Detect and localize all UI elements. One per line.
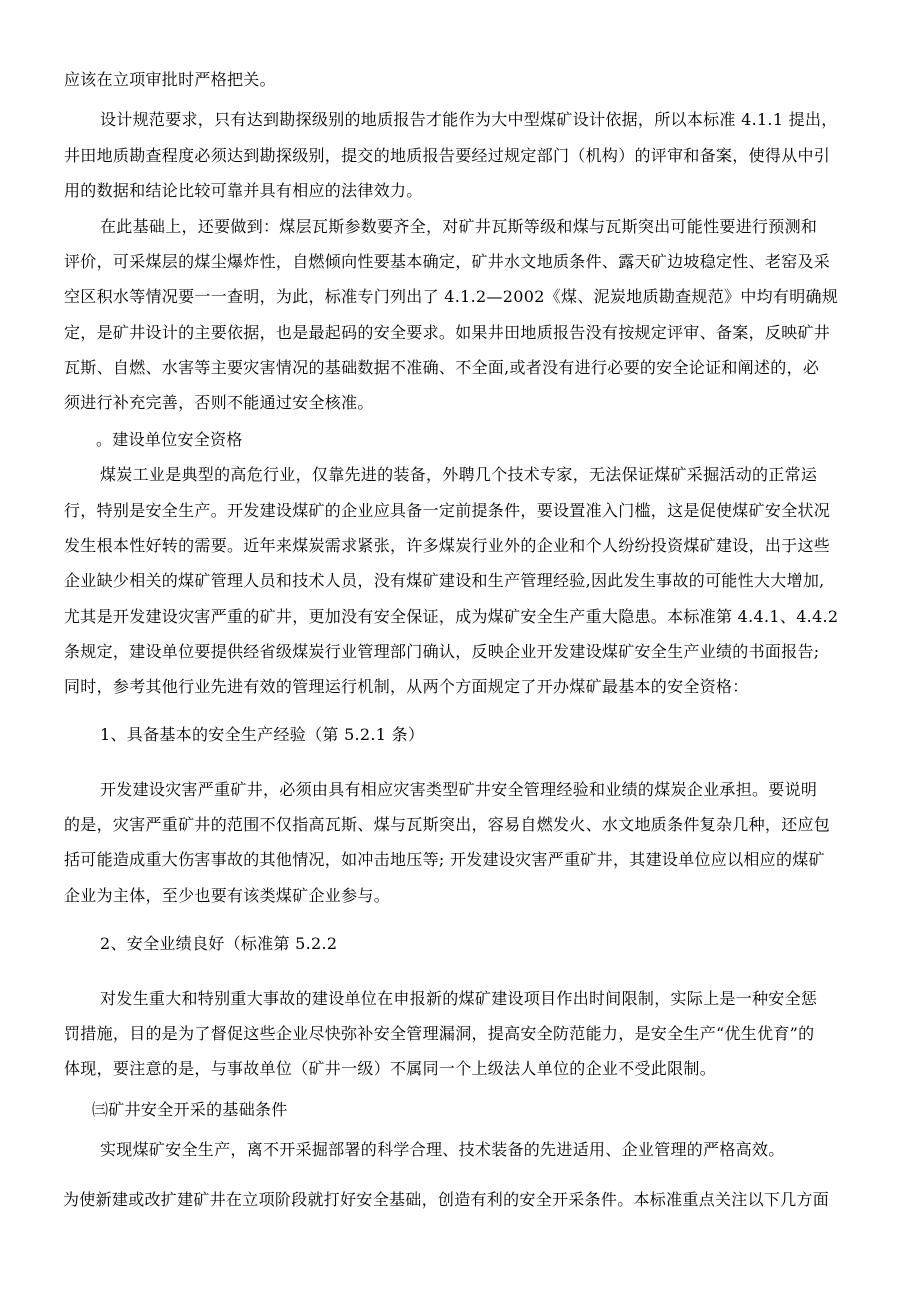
section-heading: ㈢矿井安全开采的基础条件	[92, 1100, 288, 1119]
text-line: 同时，参考其他行业先进有效的管理运行机制，从两个方面规定了开办煤矿最基本的安全资格：	[64, 677, 749, 696]
text-line: 用的数据和结论比较可靠并具有相应的法律效力。	[64, 181, 423, 200]
section-heading: 。建设单位安全资格	[96, 430, 243, 449]
subsection-heading: 1、具备基本的安全生产经验（第 5.2.1 条）	[100, 725, 425, 744]
paragraph-first-line: 实现煤矿安全生产，离不开采掘部署的科学合理、技术装备的先进适用、企业管理的严格高效。	[100, 1140, 785, 1159]
text-line: 尤其是开发建设灾害严重的矿井，更加没有安全保证，成为煤矿安全生产重大隐患。本标准第 4.4.1、4.4.2	[64, 607, 839, 626]
text-line: 须进行补充完善，否则不能通过安全核准。	[64, 393, 374, 412]
text-line: 井田地质勘查程度必须达到勘探级别，提交的地质报告要经过规定部门（机构）的评审和备案，使得从中引	[64, 146, 831, 165]
text-line: 应该在立项审批时严格把关。	[64, 70, 276, 89]
paragraph-first-line: 在此基础上，还要做到：煤层瓦斯参数要齐全，对矿井瓦斯等级和煤与瓦斯突出可能性要进行预测和	[100, 217, 818, 236]
paragraph-first-line: 设计规范要求，只有达到勘探级别的地质报告才能作为大中型煤矿设计依据，所以本标准 4.1.1 提出，	[100, 110, 838, 129]
paragraph-first-line: 煤炭工业是典型的高危行业，仅靠先进的装备，外聘几个技术专家，无法保证煤矿采掘活动的正常运	[100, 465, 818, 484]
text-line: 行，特别是安全生产。开发建设煤矿的企业应具备一定前提条件，要设置准入门槛，这是促使煤矿安全状况	[64, 501, 831, 520]
text-line: 评价，可采煤层的煤尘爆炸性，自燃倾向性要基本确定，矿井水文地质条件、露天矿边坡稳定性、老窑及采	[64, 252, 831, 271]
text-line: 瓦斯、自燃、水害等主要灾害情况的基础数据不准确、不全面,或者没有进行必要的安全论证和阐述的，必	[64, 358, 820, 377]
text-line: 企业为主体，至少也要有该类煤矿企业参与。	[64, 886, 391, 905]
text-line: 定，是矿井设计的主要依据，也是最起码的安全要求。如果井田地质报告没有按规定评审、备案，反映矿井	[64, 323, 831, 342]
text-line: 企业缺少相关的煤矿管理人员和技术人员，没有煤矿建设和生产管理经验,因此发生事故的可能性大大增加,	[64, 571, 825, 590]
text-line: 为使新建或改扩建矿井在立项阶段就打好安全基础，创造有利的安全开采条件。本标准重点关注以下几方面	[63, 1190, 830, 1209]
subsection-heading: 2、安全业绩良好（标准第 5.2.2	[100, 934, 338, 953]
text-line: 体现，要注意的是，与事故单位（矿井一级）不属同一个上级法人单位的企业不受此限制。	[64, 1059, 717, 1078]
text-line: 罚措施，目的是为了督促这些企业尽快弥补安全管理漏洞，提高安全防范能力，是安全生产“优生优育”的	[64, 1024, 815, 1043]
text-line: 括可能造成重大伤害事故的其他情况，如冲击地压等; 开发建设灾害严重矿井，其建设单位应以相应的煤矿	[64, 850, 825, 869]
paragraph-first-line: 对发生重大和特别重大事故的建设单位在申报新的煤矿建设项目作出时间限制，实际上是一种安全惩	[100, 989, 818, 1008]
text-line: 发生根本性好转的需要。近年来煤炭需求紧张，许多煤炭行业外的企业和个人纷纷投资煤矿建设，出于这些	[64, 536, 831, 555]
paragraph-first-line: 开发建设灾害严重矿井，必须由具有相应灾害类型矿井安全管理经验和业绩的煤炭企业承担。要说明	[100, 780, 818, 799]
text-line: 空区积水等情况要一一查明，为此，标准专门列出了 4.1.2—2002《煤、泥炭地质勘查规范》中均有明确规	[64, 287, 839, 306]
text-line: 条规定，建设单位要提供经省级煤炭行业管理部门确认，反映企业开发建设煤矿安全生产业绩的书面报告;	[64, 642, 820, 661]
text-line: 的是，灾害严重矿井的范围不仅指高瓦斯、煤与瓦斯突出，容易自燃发火、水文地质条件复杂几种，还应包	[64, 815, 831, 834]
